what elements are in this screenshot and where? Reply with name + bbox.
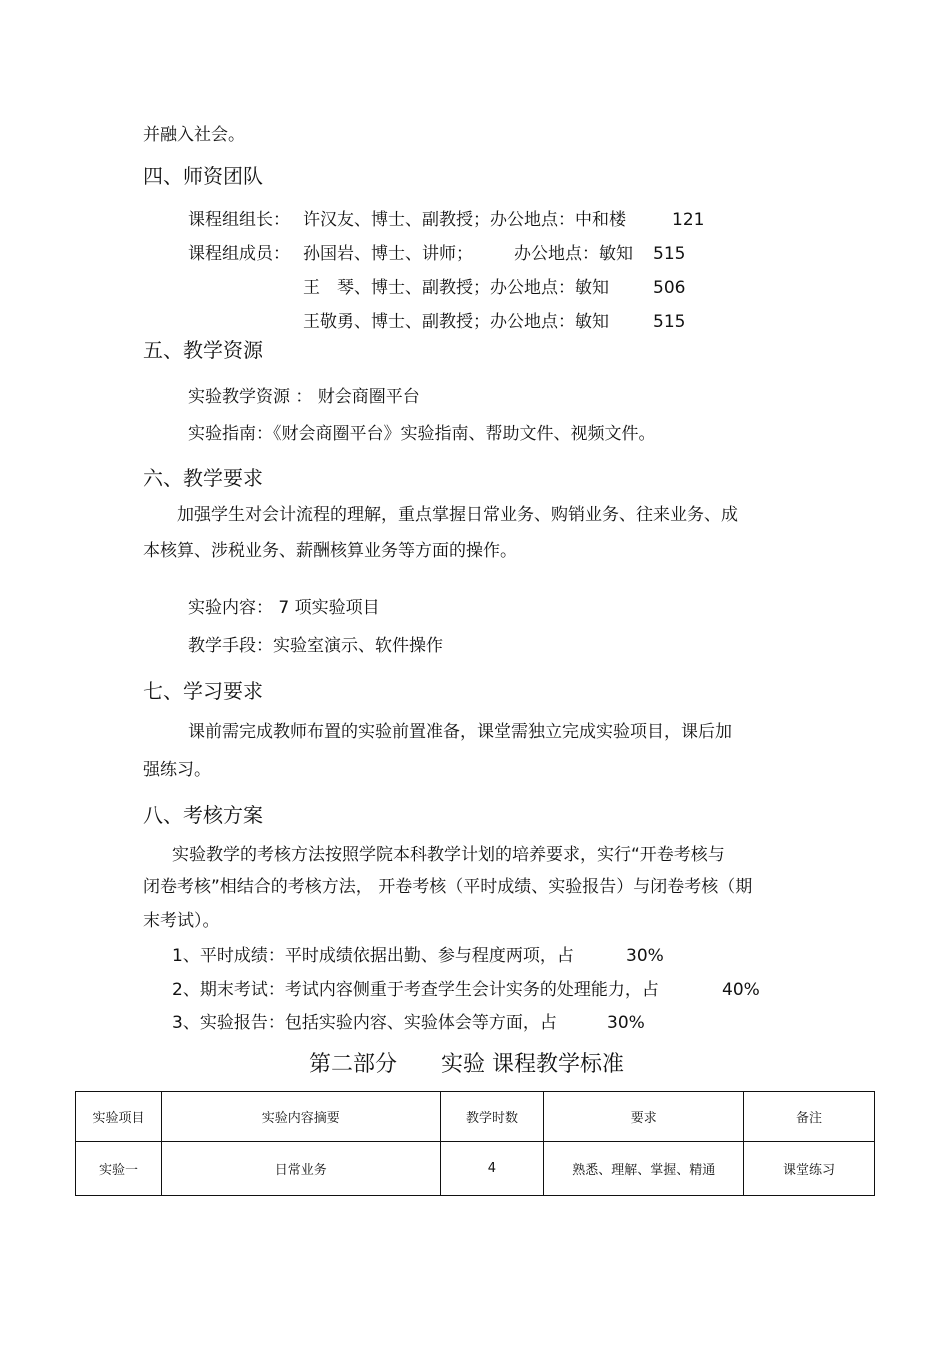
teaching-paragraph-line-2: 本核算、涉税业务、薪酬核算业务等方面的操作。 <box>143 541 517 561</box>
team-leader-label: 课程组组长： <box>188 210 290 230</box>
teaching-paragraph-line-1: 加强学生对会计流程的理解，重点掌握日常业务、购销业务、往来业务、成 <box>177 505 738 525</box>
assessment-item-2-percent: 40% <box>722 980 760 1000</box>
part-two-title: 第二部分 实验 课程教学标准 <box>309 1052 624 1077</box>
resources-line-2: 实验指南：《财会商圈平台》实验指南、帮助文件、视频文件。 <box>188 424 656 444</box>
team-members-label: 课程组成员： <box>188 244 290 264</box>
cell-hours: 4 <box>440 1142 544 1196</box>
header-cell-project: 实验项目 <box>76 1092 162 1142</box>
member-2-room: 506 <box>653 278 686 298</box>
header-cell-requirement: 要求 <box>544 1092 744 1142</box>
resources-line-1: 实验教学资源 ： 财会商圈平台 <box>188 387 420 407</box>
section-heading-faculty: 四、师资团队 <box>143 164 263 188</box>
assessment-paragraph-line-1: 实验教学的考核方法按照学院本科教学计划的培养要求，实行“开卷考核与 <box>172 845 725 865</box>
member-3-info: 王敬勇、博士、副教授；办公地点：敏知 <box>303 312 609 332</box>
table-row <box>76 1142 875 1196</box>
section-heading-assessment: 八、考核方案 <box>143 803 263 827</box>
assessment-paragraph-line-3: 末考试）。 <box>143 911 220 931</box>
cell-project: 实验一 <box>76 1142 162 1196</box>
paragraph-end: 并融入社会。 <box>143 125 245 145</box>
cell-summary: 日常业务 <box>161 1142 440 1196</box>
header-cell-summary: 实验内容摘要 <box>161 1092 440 1142</box>
member-1-office: 办公地点：敏知 <box>514 244 633 264</box>
cell-notes: 课堂练习 <box>744 1142 875 1196</box>
team-leader-room: 121 <box>672 210 705 230</box>
assessment-item-2: 2、期末考试：考试内容侧重于考查学生会计实务的处理能力，占 <box>172 980 659 1000</box>
learning-paragraph-line-2: 强练习。 <box>143 760 211 780</box>
header-cell-notes: 备注 <box>744 1092 875 1142</box>
assessment-paragraph-line-2: 闭卷考核”相结合的考核方法， 开卷考核（平时成绩、实验报告）与闭卷考核（期 <box>143 877 753 897</box>
header-cell-hours: 教学时数 <box>440 1092 544 1142</box>
section-heading-resources: 五、教学资源 <box>143 338 263 362</box>
assessment-item-3: 3、实验报告：包括实验内容、实验体会等方面，占 <box>172 1013 557 1033</box>
team-leader-info: 许汉友、博士、副教授；办公地点：中和楼 <box>303 210 626 230</box>
member-3-room: 515 <box>653 312 686 332</box>
learning-paragraph-line-1: 课前需完成教师布置的实验前置准备，课堂需独立完成实验项目，课后加 <box>188 722 732 742</box>
teaching-method: 教学手段：实验室演示、软件操作 <box>188 636 443 656</box>
member-1-info: 孙国岩、博士、讲师； <box>303 244 473 264</box>
section-heading-teaching: 六、教学要求 <box>143 466 263 490</box>
member-1-room: 515 <box>653 244 686 264</box>
member-2-info: 王 琴、博士、副教授；办公地点：敏知 <box>303 278 609 298</box>
table-header-row <box>76 1092 875 1142</box>
course-standard-table <box>75 1091 875 1196</box>
assessment-item-1-percent: 30% <box>626 946 664 966</box>
teaching-content: 实验内容： 7 项实验项目 <box>188 598 380 618</box>
assessment-item-1: 1、平时成绩：平时成绩依据出勤、参与程度两项，占 <box>172 946 574 966</box>
section-heading-learning: 七、学习要求 <box>143 679 263 703</box>
assessment-item-3-percent: 30% <box>607 1013 645 1033</box>
cell-requirement: 熟悉、理解、掌握、精通 <box>544 1142 744 1196</box>
